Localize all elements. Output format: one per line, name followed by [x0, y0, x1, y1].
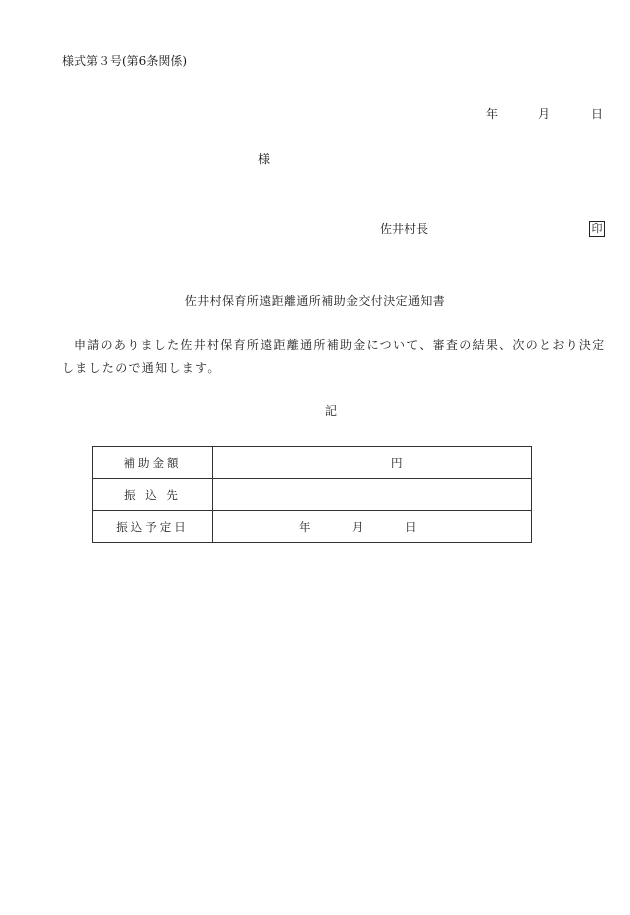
addressee-suffix: 様 [258, 152, 271, 166]
transfer-day-label: 日 [405, 520, 417, 534]
date-year-label: 年 [486, 107, 499, 121]
transfer-month-label: 月 [352, 520, 364, 534]
transfer-destination-label: 振 込 先 [93, 479, 213, 511]
transfer-year-label: 年 [299, 520, 311, 534]
info-table [92, 446, 532, 543]
subsidy-amount-value [213, 447, 532, 479]
date-month-label: 月 [538, 107, 551, 121]
transfer-destination-value [213, 479, 532, 511]
transfer-date-label: 振込予定日 [93, 511, 213, 543]
form-number: 様式第３号(第6条関係) [62, 54, 187, 68]
table-row [93, 479, 532, 511]
transfer-date-value [213, 511, 532, 543]
seal-mark: 印 [589, 221, 605, 237]
subsidy-amount-label: 補助金額 [93, 447, 213, 479]
document-title: 佐井村保育所遠距離通所補助金交付決定通知書 [184, 294, 446, 308]
ki-label: 記 [324, 404, 337, 418]
issuer-title: 佐井村長 [380, 222, 429, 236]
date-day-label: 日 [591, 107, 604, 121]
table-row [93, 447, 532, 479]
yen-unit: 円 [391, 456, 403, 470]
table-row [93, 511, 532, 543]
body-text: 申請のありました佐井村保育所遠距離通所補助金について、審査の結果、次のとおり決定しましたので通知します。 [62, 338, 606, 375]
